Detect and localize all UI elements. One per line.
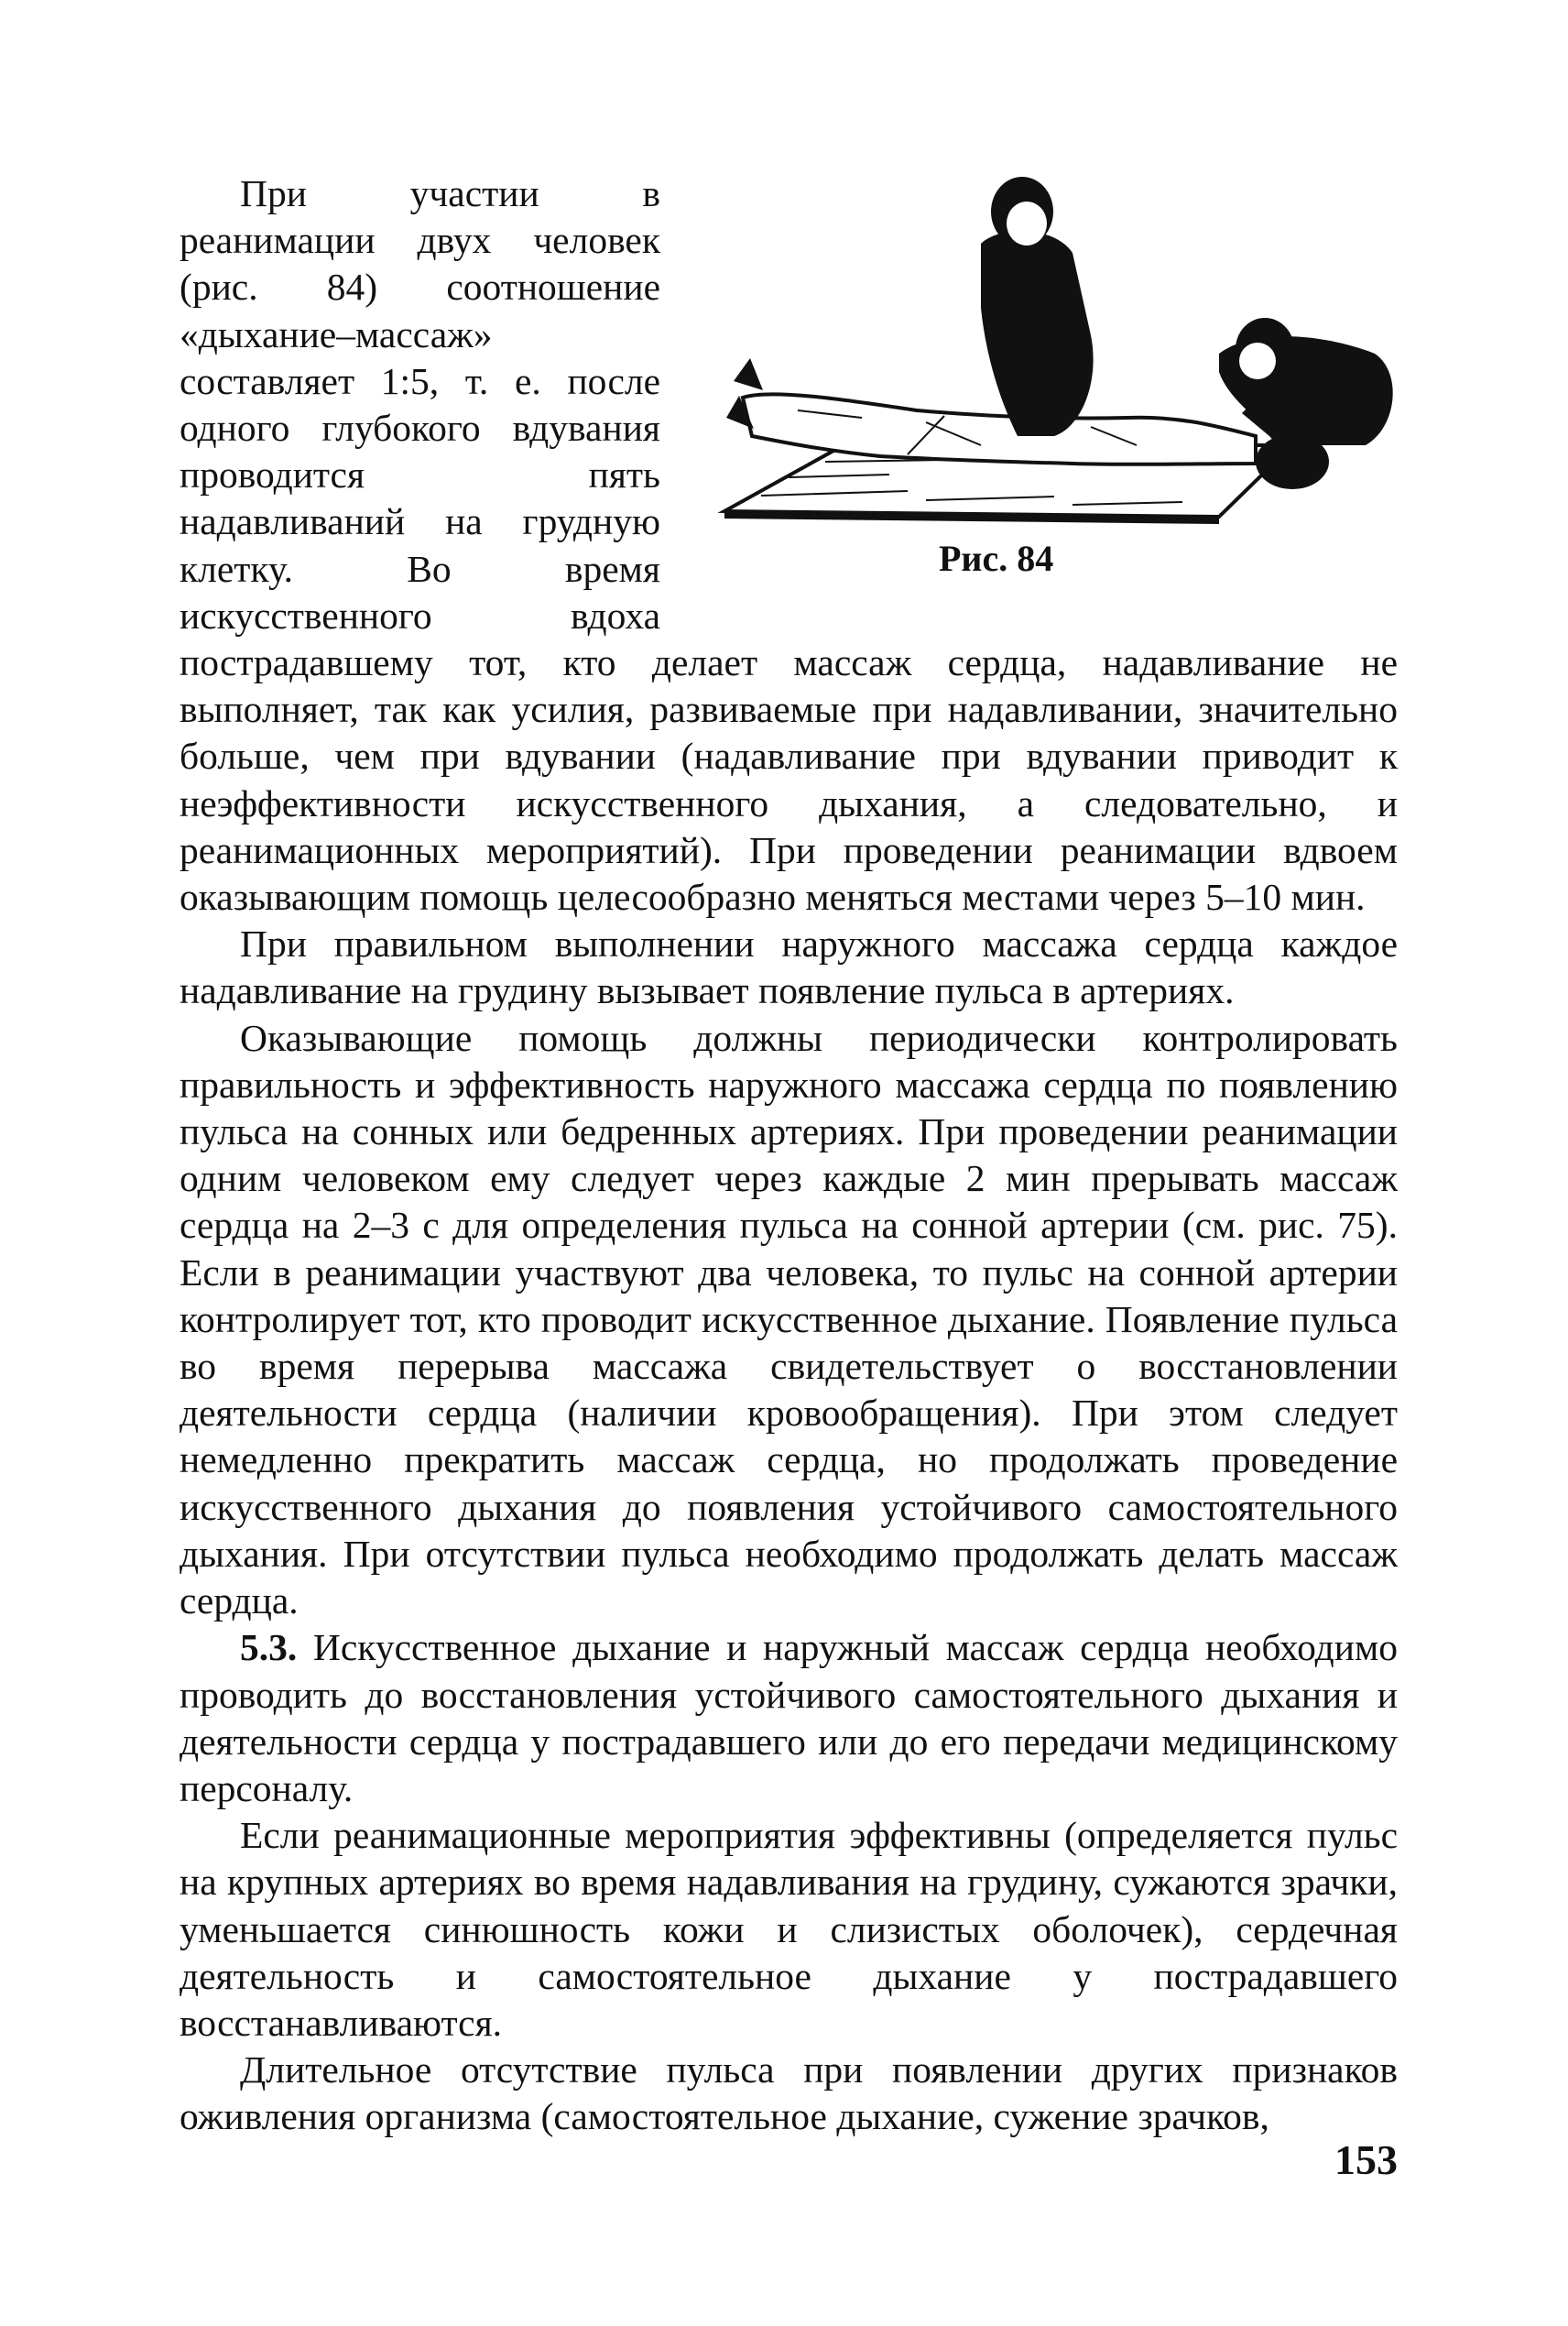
figure-84	[706, 170, 1398, 605]
paragraph-4: Если реанимационные мероприятия эффективны (определяется пульс на крупных артериях во время надавливания на грудину, сужаются зрачки, уменьшается синюшность кожи и слизистых оболочек), сердечная деятельность и самостоятельное дыхание у пострадавшего восстанавливаются.	[180, 1814, 1398, 2044]
paragraph-5: Длительное отсутствие пульса при появлении других признаков оживления организма (самостоятельное дыхание, сужение зрачков,	[180, 2048, 1398, 2138]
section-5-3	[180, 1624, 1398, 1812]
page-number: 153	[1334, 2136, 1398, 2183]
page-body	[180, 170, 1398, 2141]
section-number: 5.3.	[240, 1626, 298, 1669]
resuscitation-illustration	[706, 170, 1398, 537]
paragraph-1: При участии в реанимации двух человек (рис. 84) соотношение «дыхание–массаж» составляет 1:5, т. е. после одного глубокого вдувания проводится пять надавливаний на грудную клетку. Во время искусственного вдоха пострадавшему тот, кто делает массаж сердца, надавливание не выполняет, так как усилия, развиваемые при надавливании, значительно больше, чем при вдувании (надавливание при вдувании приводит к неэффективности искусственного дыхания, а следовательно, и реанимационных мероприятий). При проведении реанимации вдвоем оказывающим помощь целесообразно меняться местами через 5–10 мин.	[180, 172, 1398, 919]
paragraph-2: При правильном выполнении наружного массажа сердца каждое надавливание на грудину вызывает появление пульса в артериях.	[180, 923, 1398, 1012]
paragraph-3: Оказывающие помощь должны периодически контролировать правильность и эффективность наружного массажа сердца по появлению пульса на сонных или бедренных артериях. При проведении реанимации одним человеком ему следует через каждые 2 мин прерывать массаж сердца на 2–3 с для определения пульса на сонной артерии (см. рис. 75). Если в реанимации участвуют два человека, то пульс на сонной артерии контролирует тот, кто проводит искусственное дыхание. Появление пульса во время перерыва массажа свидетельствует о восстановлении деятельности сердца (наличии кровообращения). При этом следует немедленно прекратить массаж сердца, но продолжать проведение искусственного дыхания до появления устойчивого самостоятельного дыхания. При отсутствии пульса необходимо продолжать делать массаж сердца.	[180, 1016, 1398, 1622]
figure-caption: Рис. 84	[939, 538, 1054, 579]
section-text: Искусственное дыхание и наружный массаж сердца необходимо проводить до восстановления устойчивого самостоятельного дыхания и деятельности сердца у пострадавшего или до его передачи медицинскому персоналу.	[180, 1626, 1398, 1809]
